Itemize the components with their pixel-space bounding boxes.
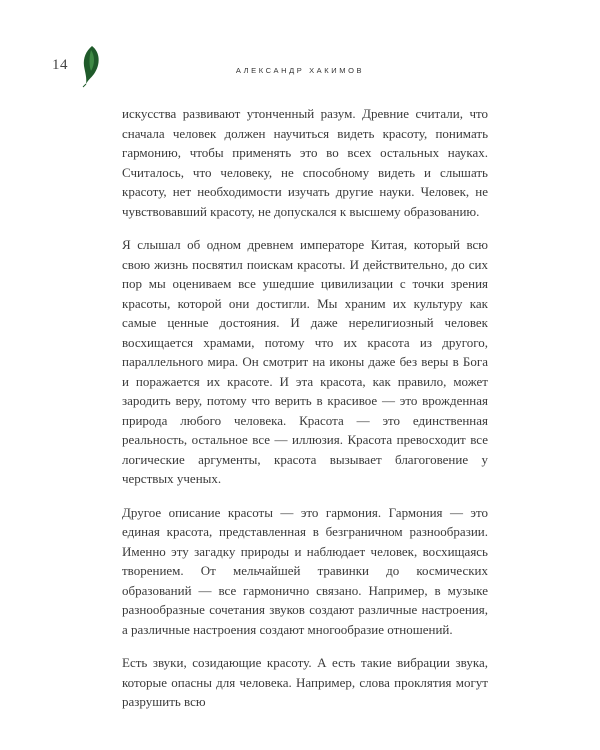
paragraph: Я слышал об одном древнем императоре Китая, который всю свою жизнь посвятил поискам красоты. И действительно, до сих пор мы оцениваем все ушедшие цивилизации с точки зрения красоты, которой они достигли. Мы храним их культуру как самые ценные достояния. И даже нерелигиозный человек восхищается храмами, потому что их красота из другого, параллельного мира. Он смотрит на иконы даже без веры в Бога и поражается их красоте. И эта красота, как правило, может зародить веру, потому что верить в красивое — это врожденная природа любого человека. Красота — это единственная реальность, остальное все — иллюзия. Красота превосходит все логические аргументы, красота вызывает благоговение у черствых ученых.: [122, 237, 488, 486]
paragraph: Другое описание красоты — это гармония. Гармония — это единая красота, представленная в безграничном разнообразии. Именно эту загадку природы и наблюдает человек, восхищаясь творением. От мельчайшей травинки до космических образований — все гармонично связано. Например, в музыке разнообразные сочетания звуков создают различные настроения, а различные настроения создают многообразие отношений.: [122, 504, 488, 637]
paragraph: искусства развивают утонченный разум. Древние считали, что сначала человек должен научиться видеть красоту, понимать гармонию, чтобы применять это во всех остальных науках. Считалось, что человеку, не способному видеть и слышать красоту, нет необходимости изучать другие науки. Человек, не чувствовавший красоту, не допускался к высшему образованию.: [122, 106, 488, 219]
paragraph: Есть звуки, созидающие красоту. А есть такие вибрации звука, которые опасны для человека. Например, слова проклятия могут разрушить всю: [122, 655, 488, 709]
leaf-stem: [83, 84, 86, 87]
running-head-author: АЛЕКСАНДР ХАКИМОВ: [235, 66, 365, 75]
page-number: 14: [52, 57, 68, 73]
body-text: [122, 104, 488, 726]
